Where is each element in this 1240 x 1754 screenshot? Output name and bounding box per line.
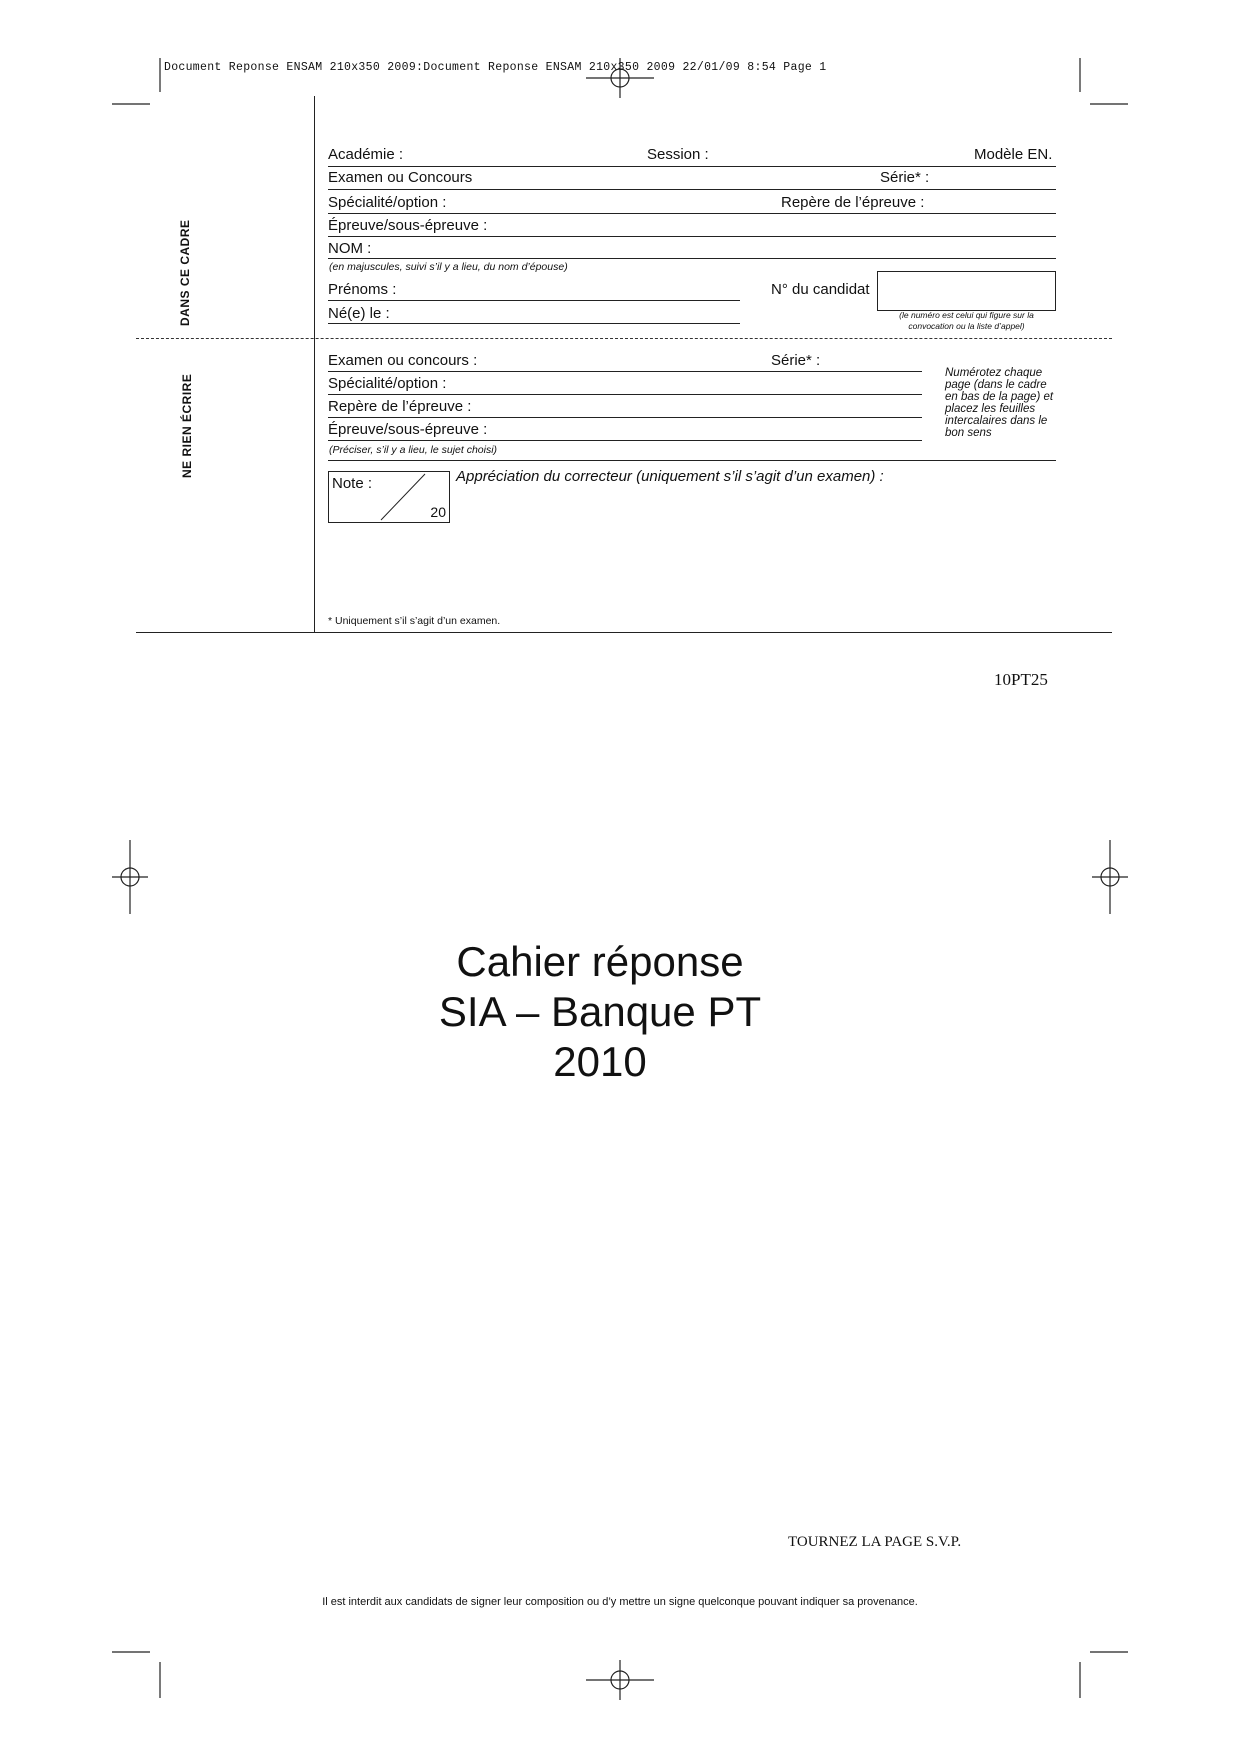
label-session: Session : — [647, 146, 709, 163]
title-line-1: Cahier réponse — [456, 938, 744, 985]
field-line-epreuve[interactable] — [328, 236, 1056, 237]
label-nom: NOM : — [328, 240, 372, 257]
field-line-prenoms[interactable] — [328, 300, 740, 301]
label-repere-2: Repère de l’épreuve : — [328, 398, 472, 415]
label-repere: Repère de l’épreuve : — [781, 194, 925, 211]
cut-line — [136, 338, 1112, 339]
registration-mark-right — [1092, 840, 1128, 914]
label-examen-concours: Examen ou Concours — [328, 169, 473, 186]
field-line-nom[interactable] — [328, 258, 1056, 259]
label-modele: Modèle EN. — [974, 146, 1053, 163]
field-line-repere-2[interactable] — [328, 417, 922, 418]
label-specialite: Spécialité/option : — [328, 194, 447, 211]
preciser-note: (Préciser, s’il y a lieu, le sujet choisi) — [329, 444, 498, 456]
title-line-3: 2010 — [553, 1038, 647, 1085]
field-line-academie[interactable] — [328, 166, 1056, 167]
note-box[interactable] — [328, 471, 450, 523]
field-line-specialite-2[interactable] — [328, 394, 922, 395]
field-line-specialite[interactable] — [328, 213, 1056, 214]
interdit-notice: Il est interdit aux candidats de signer leur composition ou d’y mettre un signe quelconque pouvant indiquer sa provenance. — [322, 1596, 918, 1608]
label-note: Note : — [332, 475, 373, 492]
field-line-preciser[interactable] — [328, 460, 1056, 461]
side-text-top: DANS CE CADRE — [178, 219, 192, 326]
label-epreuve-2: Épreuve/sous-épreuve : — [328, 421, 488, 438]
frame-bottom-line — [136, 632, 1112, 633]
field-line-ne-le[interactable] — [328, 323, 740, 324]
side-text-bottom: NE RIEN ÉCRIRE — [180, 373, 194, 478]
document-code: 10PT25 — [994, 670, 1048, 689]
field-line-examen[interactable] — [328, 189, 1056, 190]
label-academie: Académie : — [328, 146, 404, 163]
label-serie-2: Série* : — [771, 352, 821, 369]
note-max: 20 — [430, 504, 446, 520]
registration-mark-left — [112, 840, 148, 914]
candidat-note: (le numéro est celui qui figure sur la convocation ou la liste d’appel) — [899, 310, 1034, 331]
footnote: * Uniquement s’il s’agit d’un examen. — [328, 615, 501, 627]
label-prenoms: Prénoms : — [328, 281, 397, 298]
title-line-2: SIA – Banque PT — [438, 988, 762, 1035]
nom-note: (en majuscules, suivi s’il y a lieu, du nom d’épouse) — [329, 261, 568, 273]
label-serie: Série* : — [880, 169, 930, 186]
tournez-la-page: TOURNEZ LA PAGE S.V.P. — [788, 1534, 962, 1550]
print-header: Document Reponse ENSAM 210x350 2009:Document Reponse ENSAM 210x350 2009 22/01/09 8:54 Page 1 — [164, 61, 827, 74]
registration-mark-bottom — [586, 1660, 654, 1700]
numerotez-note: Numérotez chaque page (dans le cadre en bas de la page) et placez les feuilles intercalaires dans le bon sens — [945, 367, 1054, 439]
label-candidat: N° du candidat — [771, 281, 870, 298]
label-specialite-2: Spécialité/option : — [328, 375, 447, 392]
field-line-examen-2[interactable] — [328, 371, 922, 372]
label-epreuve: Épreuve/sous-épreuve : — [328, 217, 488, 234]
frame-vertical-line — [314, 96, 315, 633]
candidate-number-box[interactable] — [877, 271, 1056, 311]
label-examen-concours-2: Examen ou concours : — [328, 352, 478, 369]
field-line-epreuve-2[interactable] — [328, 440, 922, 441]
label-appreciation: Appréciation du correcteur (uniquement s’il s’agit d’un examen) : — [456, 468, 884, 485]
label-ne-le: Né(e) le : — [328, 305, 390, 322]
